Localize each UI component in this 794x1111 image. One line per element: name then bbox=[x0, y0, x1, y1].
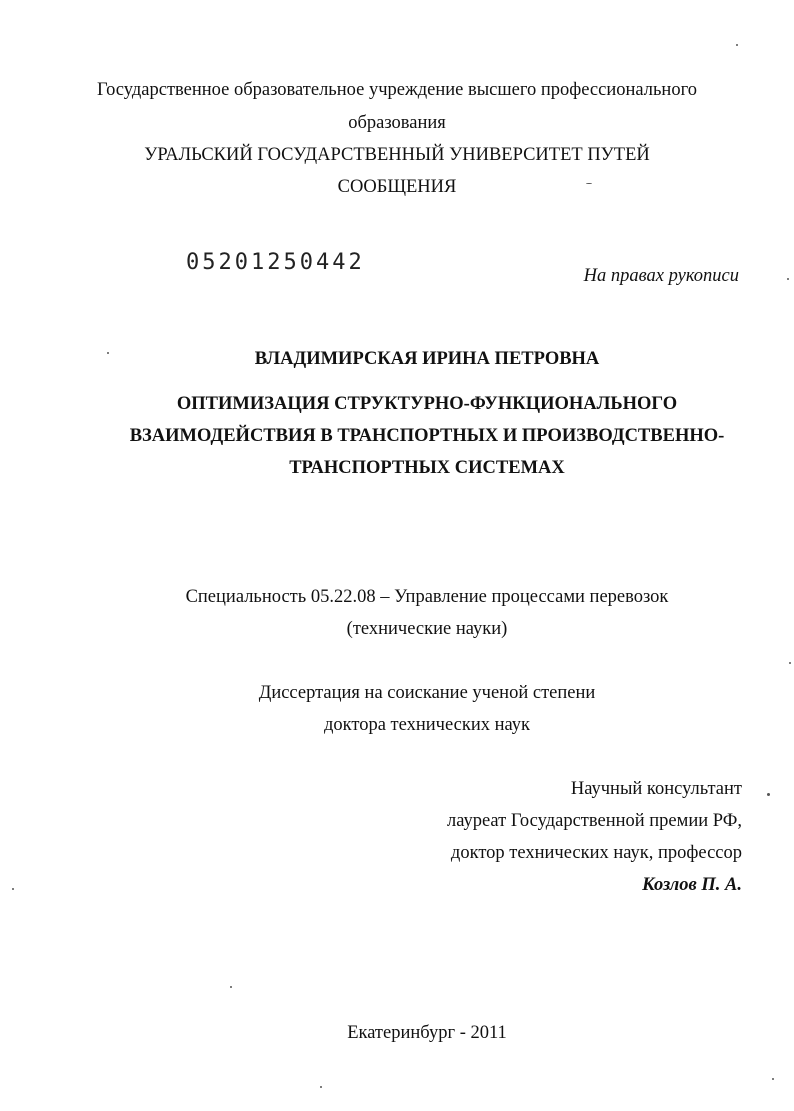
consultant-award: лауреат Государственной премии РФ, bbox=[446, 811, 742, 831]
degree-line-1: Диссертация на соискание ученой степени bbox=[258, 683, 596, 703]
scan-speck bbox=[107, 352, 109, 354]
specialty-field: (технические науки) bbox=[346, 619, 508, 639]
consultant-degree: доктор технических наук, профессор bbox=[450, 843, 742, 863]
consultant-label: Научный консультант bbox=[570, 779, 742, 799]
degree-line-2: доктора технических наук bbox=[323, 715, 531, 735]
scan-speck bbox=[767, 793, 770, 796]
scan-speck bbox=[736, 44, 738, 46]
author-name: ВЛАДИМИРСКАЯ ИРИНА ПЕТРОВНА bbox=[254, 349, 600, 369]
scan-speck bbox=[787, 278, 789, 280]
scan-speck bbox=[320, 1086, 322, 1088]
institution-line-1: Государственное образовательное учреждение высшего профессионального bbox=[97, 80, 697, 100]
university-name-line-1: УРАЛЬСКИЙ ГОСУДАРСТВЕННЫЙ УНИВЕРСИТЕТ ПУТЕЙ bbox=[144, 145, 650, 165]
scan-speck bbox=[772, 1078, 774, 1080]
manuscript-note: На правах рукописи bbox=[583, 266, 739, 286]
scan-speck bbox=[586, 183, 592, 184]
consultant-name: Козлов П. А. bbox=[642, 875, 742, 895]
university-name-line-2: СООБЩЕНИЯ bbox=[337, 177, 457, 197]
city-year: Екатеринбург - 2011 bbox=[347, 1023, 507, 1043]
library-stamp-code: 05201250442 bbox=[186, 250, 365, 275]
scan-speck bbox=[230, 986, 232, 988]
institution-line-2: образования bbox=[348, 113, 446, 133]
dissertation-title-line-1: ОПТИМИЗАЦИЯ СТРУКТУРНО-ФУНКЦИОНАЛЬНОГО bbox=[176, 394, 678, 414]
dissertation-title-line-2: ВЗАИМОДЕЙСТВИЯ В ТРАНСПОРТНЫХ И ПРОИЗВОДСТВЕННО- bbox=[129, 426, 725, 446]
scan-speck bbox=[12, 888, 14, 890]
specialty-line: Специальность 05.22.08 – Управление процессами перевозок bbox=[185, 587, 669, 607]
scan-speck bbox=[789, 662, 791, 664]
dissertation-title-line-3: ТРАНСПОРТНЫХ СИСТЕМАХ bbox=[289, 458, 565, 478]
